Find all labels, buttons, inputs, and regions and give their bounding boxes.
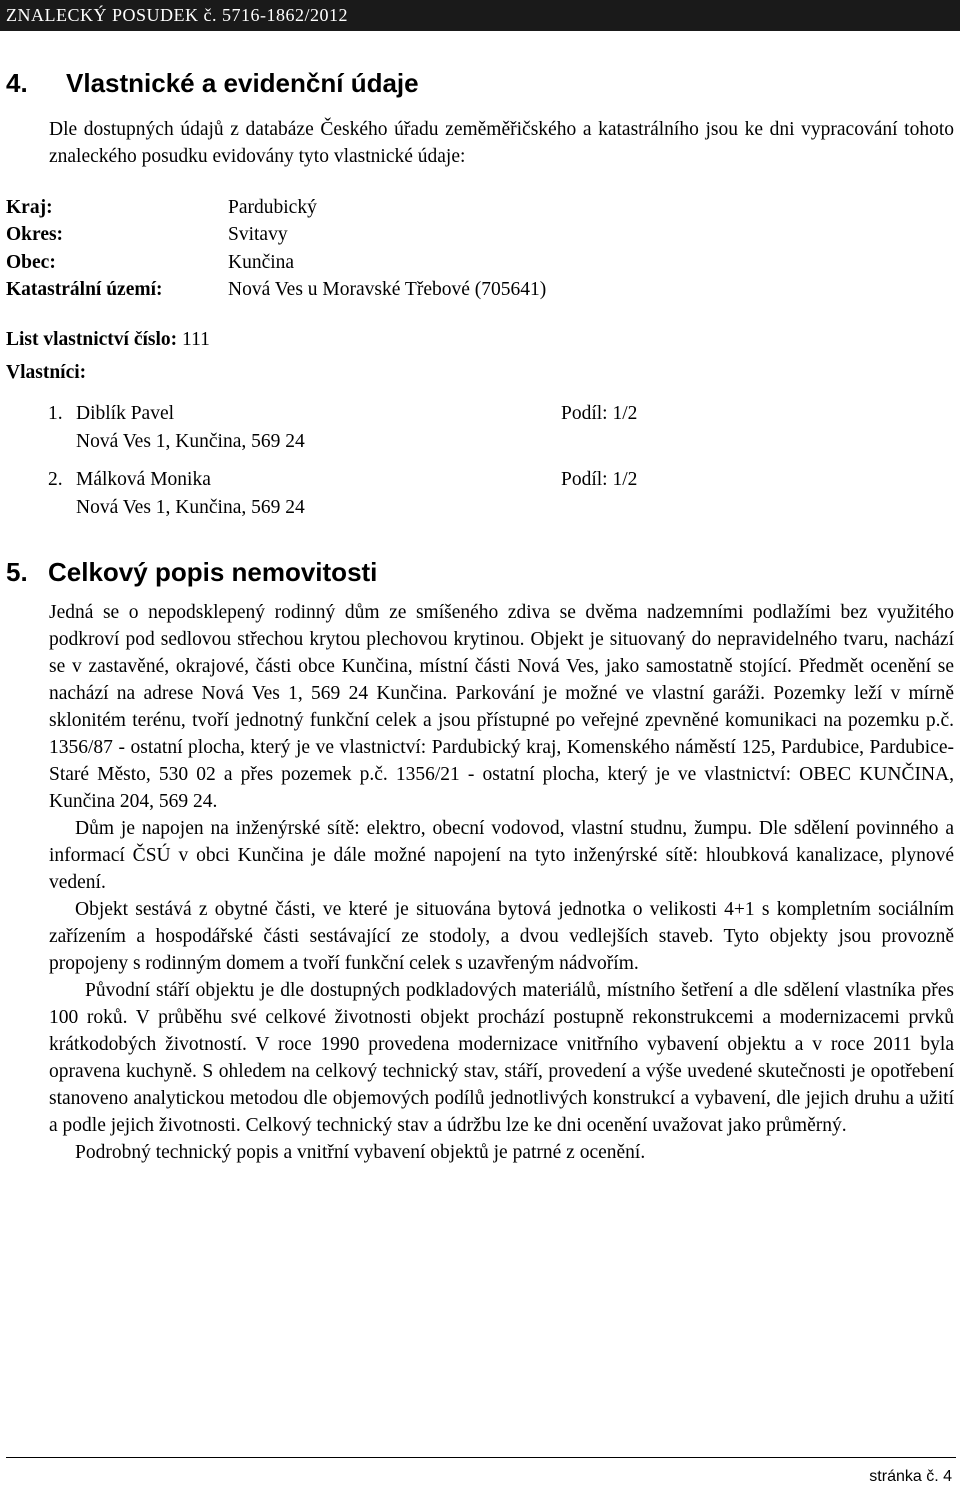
section-5-body: [49, 599, 954, 1166]
section-4-intro: Dle dostupných údajů z databáze Českého úřadu zeměměřičského a katastrálního jsou ke dni vypracování tohoto znaleckého posudku evidovány tyto vlastnické údaje:: [49, 119, 954, 167]
body-paragraph: Původní stáří objektu je dle dostupných podkladových materiálů, místního šetření a dle sdělení vlastníka přes 100 roků. V průběhu své celkové životnosti objekt prochází postupně rekonstrukcemi a modernizacemi prvků krátkodobých životností. V roce 1990 provedena modernizace vnitřního vybavení objektu a v roce 2011 byla opravena kuchyně. S ohledem na celkový technický stav, stáří, provedení a výše uvedené skutečnosti je opotřebení stanoveno analytickou metodou dle objemových podílů jednotlivých konstrukcí a vybavení, dle jejich druhu a užití a podle jejich životnosti. Celkový technický stav a údržbu lze ke dni ocenění uvažovat jako průměrný.: [49, 980, 954, 1136]
section-5-number: 5.: [6, 557, 28, 587]
section-5-title: Celkový popis nemovitosti: [48, 557, 378, 587]
lv-label: List vlastnictví číslo:: [6, 329, 178, 350]
owner-address: Nová Ves 1, Kunčina, 569 24: [76, 431, 305, 452]
field-value: Kunčina: [228, 252, 295, 273]
owner-name: Málková Monika: [76, 469, 211, 490]
body-paragraph: Jedná se o nepodsklepený rodinný dům ze smíšeného zdiva se dvěma nadzemními podlažími bez využitého podkroví pod sedlovou střechou krytou plechovou krytinou. Objekt je situovaný do nepravidelného tvaru, nachází se v zastavěné, okrajové, části obce Kunčina, místní části Nová Ves, jako samostatně stojící. Předmět ocenění se nachází na adrese Nová Ves 1, 569 24 Kunčina. Parkování je možné ve vlastní garáži. Pozemky leží v mírně sklonitém terénu, tvoří jednotný funkční celek a jsou přístupné po veřejné zpevněné komunikaci na pozemku p.č. 1356/87 - ostatní plocha, který je ve vlastnictví: Pardubický kraj, Komenského náměstí 125, Pardubice, Pardubice-Staré Město, 530 02 a přes pozemek p.č. 1356/21 - ostatní plocha, který je ve vlastnictví: OBEC KUNČINA, Kunčina 204, 569 24.: [49, 602, 954, 812]
field-label: Okres:: [6, 224, 64, 245]
owner-item: [48, 400, 638, 456]
field-value: Pardubický: [228, 197, 317, 218]
owner-share: Podíl: 1/2: [561, 469, 638, 490]
body-paragraph: Dům je napojen na inženýrské sítě: elektro, obecní vodovod, vlastní studnu, žumpu. Dle sdělení povinného a informací ČSÚ v obci Kunčina je dále možné napojení na tyto inženýrské sítě: hloubková kanalizace, plynové vedení.: [49, 818, 954, 893]
document-header-title: ZNALECKÝ POSUDEK č. 5716-1862/2012: [6, 5, 348, 25]
field-label: Obec:: [6, 252, 56, 273]
field-value: Nová Ves u Moravské Třebové (705641): [228, 279, 547, 300]
body-paragraph: Podrobný technický popis a vnitřní vybavení objektů je patrné z ocenění.: [75, 1142, 646, 1163]
body-paragraph: Objekt sestává z obytné části, ve které je situována bytová jednotka o velikosti 4+1 s kompletním sociálním zařízením a hospodářské části sestávající ze stodoly, a dvou vedlejších staveb. Tyto objekty jsou provozně propojeny s rodinným domem a tvoří funkční celek s uzavřeným nádvořím.: [49, 899, 954, 974]
list-vlastnictvi: [6, 329, 210, 351]
page-number: stránka č. 4: [869, 1468, 952, 1485]
lv-number: 111: [182, 329, 210, 350]
owner-address: Nová Ves 1, Kunčina, 569 24: [76, 497, 305, 518]
section-5-heading: [6, 557, 377, 588]
owner-name: Diblík Pavel: [76, 403, 175, 424]
owners-label: Vlastníci:: [6, 362, 87, 383]
document-header: [0, 0, 960, 31]
field-label: Katastrální území:: [6, 279, 163, 300]
section-4-heading: [6, 68, 419, 99]
footer-divider: [6, 1457, 956, 1458]
owner-share: Podíl: 1/2: [561, 403, 638, 424]
field-label: Kraj:: [6, 197, 53, 218]
section-4-title: Vlastnické a evidenční údaje: [66, 68, 419, 98]
owner-index: 1.: [48, 403, 63, 424]
owner-item: [48, 466, 638, 522]
section-4-number: 4.: [6, 68, 28, 98]
owner-index: 2.: [48, 469, 63, 490]
field-value: Svitavy: [228, 224, 288, 245]
